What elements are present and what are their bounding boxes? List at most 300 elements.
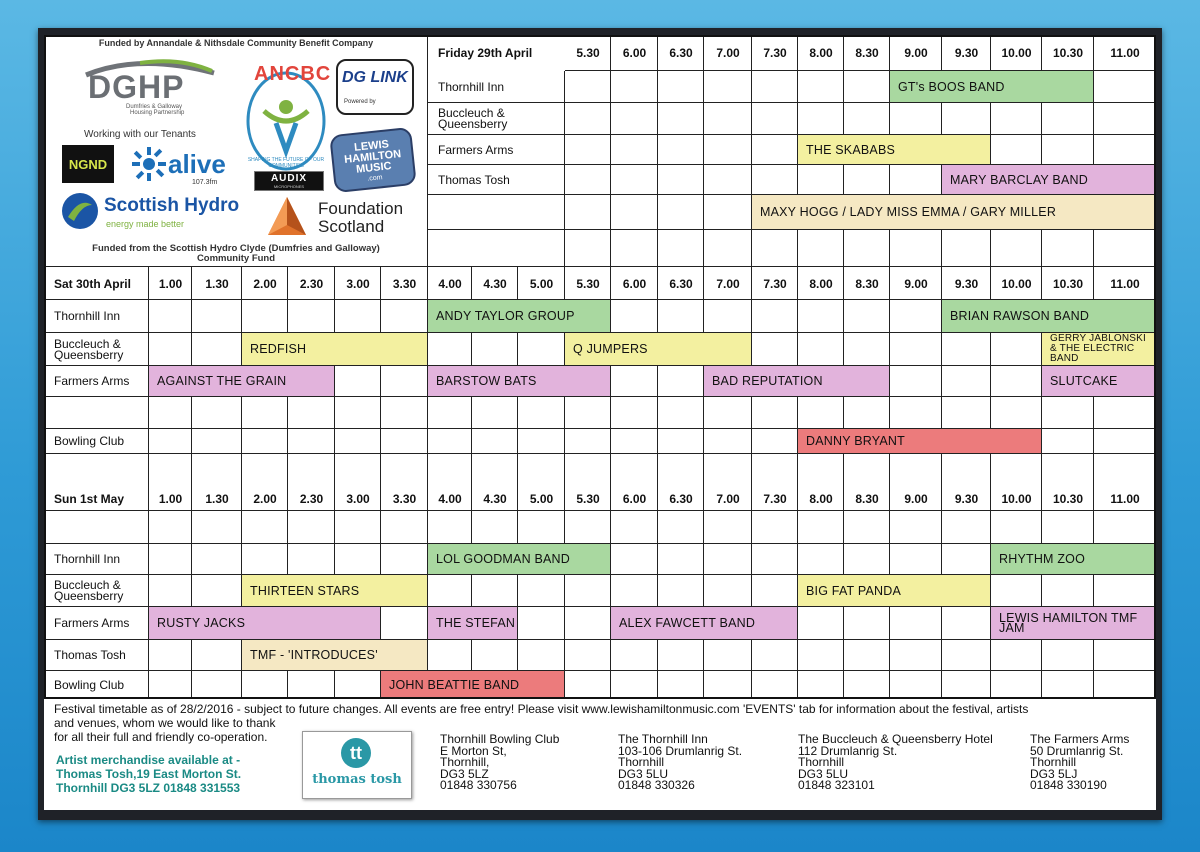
grid-cell [942, 366, 991, 397]
time-label: 7.30 [763, 276, 787, 291]
grid-cell [658, 103, 704, 135]
address-line: 50 Drumlanrig St. [1030, 743, 1124, 758]
band-slot[interactable]: REDFISH [242, 333, 428, 366]
venue-name: Thornhill Inn [438, 79, 505, 94]
dghp-sub2: Housing Partnership [130, 110, 185, 116]
band-slot[interactable]: SLUTCAKE [1042, 366, 1156, 397]
timetable-sheet [44, 35, 1156, 810]
grid-cell [752, 165, 798, 195]
grid-cell [611, 671, 658, 699]
grid-cell [1042, 397, 1094, 429]
time-label: 4.00 [438, 276, 462, 291]
time-label: 6.30 [669, 276, 693, 291]
grid-cell [428, 429, 472, 454]
time-label: 10.00 [1001, 46, 1032, 60]
grid-cell [611, 366, 658, 397]
grid-cell [890, 165, 942, 195]
grid-cell [335, 366, 381, 397]
time-label: 10.00 [1001, 276, 1032, 291]
band-slot[interactable]: MAXY HOGG / LADY MISS EMMA / GARY MILLER [752, 195, 1156, 230]
grid-cell [942, 333, 991, 366]
grid-cell [658, 575, 704, 607]
grid-cell [428, 333, 472, 366]
grid-cell [518, 333, 565, 366]
grid-cell [242, 300, 288, 333]
grid-cell [149, 575, 192, 607]
band-slot[interactable]: RHYTHM ZOO [991, 544, 1156, 575]
band-slot[interactable]: GERRY JABLONSKI & THE ELECTRIC BAND [1042, 333, 1156, 366]
grid-cell [942, 607, 991, 640]
grid-cell [704, 397, 752, 429]
grid-cell [611, 135, 658, 165]
address-line: DG3 5LJ [1030, 766, 1078, 781]
grid-cell [890, 230, 942, 267]
grid-cell [704, 165, 752, 195]
funded-by-bottom-2: Community Fund [196, 253, 276, 264]
grid-cell [752, 397, 798, 429]
time-label: 8.00 [809, 276, 833, 291]
grid-cell [472, 640, 518, 671]
notice-line-2: and venues, whom we would like to thank [54, 716, 276, 730]
time-label: 5.00 [529, 276, 554, 291]
grid-cell [472, 429, 518, 454]
grid-cell [518, 575, 565, 607]
grid-cell [381, 300, 428, 333]
time-label: 6.30 [669, 46, 693, 60]
ancbc-logo [244, 61, 332, 171]
band-slot[interactable]: BIG FAT PANDA [798, 575, 991, 607]
grid-cell [658, 429, 704, 454]
grid-cell [192, 300, 242, 333]
time-label: 2.00 [253, 276, 277, 291]
grid-cell [1042, 671, 1094, 699]
grid-cell [381, 366, 428, 397]
grid-cell [565, 429, 611, 454]
time-label: 5.30 [576, 276, 600, 291]
grid-cell [844, 165, 890, 195]
grid-cell [658, 71, 704, 103]
grid-cell [752, 333, 798, 366]
grid-cell [844, 397, 890, 429]
grid-cell [798, 333, 844, 366]
address-line: Thornhill [1030, 755, 1077, 769]
tt-name: thomas tosh [312, 772, 402, 787]
audix-sub: MICROPHONES [273, 184, 305, 189]
grid-cell [149, 671, 192, 699]
grid-cell [611, 300, 658, 333]
alive-logo [132, 147, 242, 187]
venue-cell [44, 397, 149, 429]
funded-by-top: Funded by Annandale & Nithsdale Community Benefit Company [98, 38, 374, 48]
footer [44, 699, 1156, 810]
foundation-pyramid-icon [266, 195, 308, 237]
grid-cell [942, 544, 991, 575]
time-label: 5.30 [576, 46, 600, 60]
notice-line-1: Festival timetable as of 28/2/2016 - subject to future changes. All events are free entry! Please visit www.lewishamiltonmusic.com 'EVENTS' tab for information about the festival, artists [54, 702, 1029, 716]
time-label: 7.00 [716, 492, 740, 506]
grid-cell [890, 300, 942, 333]
audix-logo [254, 171, 324, 191]
grid-cell [1094, 575, 1156, 607]
grid-cell [704, 195, 752, 230]
band-slot[interactable]: GT's BOOS BAND [890, 71, 1094, 103]
venue-name: Thornhill Inn [54, 309, 121, 323]
grid-cell [472, 333, 518, 366]
time-label: 3.30 [392, 492, 417, 506]
time-label: 11.00 [1110, 46, 1140, 60]
band-slot[interactable]: THE STEFAN [428, 607, 518, 640]
time-label: 1.00 [158, 276, 183, 291]
band-slot[interactable]: Q JUMPERS [565, 333, 752, 366]
grid-cell [242, 544, 288, 575]
venue-name: Bowling Club [54, 434, 125, 448]
grid-cell [658, 300, 704, 333]
grid-cell [658, 397, 704, 429]
band-slot[interactable]: TMF - 'INTRODUCES' [242, 640, 428, 671]
grid-cell [844, 544, 890, 575]
band-slot[interactable]: THIRTEEN STARS [242, 575, 428, 607]
grid-cell [381, 544, 428, 575]
time-label: 2.30 [299, 276, 324, 291]
address-line: 103-106 Drumlanrig St. [618, 743, 743, 758]
grid-cell [752, 640, 798, 671]
grid-cell [890, 333, 942, 366]
grid-cell [798, 671, 844, 699]
grid-cell [704, 575, 752, 607]
address-line: DG3 5LU [618, 766, 669, 781]
grid-cell [565, 607, 611, 640]
time-label: 6.30 [669, 492, 693, 506]
grid-cell [149, 544, 192, 575]
grid-cell [565, 195, 611, 230]
band-slot[interactable]: THE SKABABS [798, 135, 991, 165]
grid-cell [704, 300, 752, 333]
grid-cell [658, 165, 704, 195]
scottish-hydro-logo [60, 191, 246, 235]
grid-cell [1094, 71, 1156, 103]
time-label: 5.30 [576, 492, 600, 506]
grid-cell [798, 640, 844, 671]
venue-name: Farmers Arms [54, 616, 130, 630]
band-slot[interactable]: JOHN BEATTIE BAND [381, 671, 565, 699]
grid-cell [565, 575, 611, 607]
hydro-tag: energy made better [106, 219, 185, 229]
grid-cell [798, 165, 844, 195]
grid-cell [798, 71, 844, 103]
grid-cell [611, 544, 658, 575]
grid-cell [658, 230, 704, 267]
time-label: 10.30 [1052, 492, 1084, 506]
grid-cell [704, 103, 752, 135]
thomas-tosh-logo [302, 731, 412, 799]
venue-cell [428, 195, 565, 230]
time-label: 3.00 [346, 492, 370, 506]
grid-cell [942, 640, 991, 671]
grid-cell [611, 165, 658, 195]
lhm-sub: .com [367, 174, 383, 183]
grid-cell [149, 300, 192, 333]
band-slot[interactable]: MARY BARCLAY BAND [942, 165, 1156, 195]
dghp-logo [80, 55, 220, 115]
dglink-sub: Powered by [344, 99, 376, 105]
grid-cell [192, 333, 242, 366]
venue-name: Buccleuch & Queensberry [54, 578, 124, 603]
grid-cell [565, 397, 611, 429]
time-label: 8.00 [809, 46, 833, 60]
grid-cell [844, 607, 890, 640]
grid-cell [942, 397, 991, 429]
grid-cell [704, 135, 752, 165]
grid-cell [752, 671, 798, 699]
notice-line-3: for all their full and friendly co-operation. [54, 730, 268, 744]
alive-sun-icon [132, 147, 166, 181]
grid-cell [335, 544, 381, 575]
grid-cell [844, 671, 890, 699]
merch-line-3: Thornhill DG3 5LZ 01848 331553 [56, 781, 241, 795]
venue-cell [428, 230, 565, 267]
grid-cell [1042, 429, 1094, 454]
alive-name: alive [168, 149, 226, 179]
grid-cell [335, 429, 381, 454]
grid-cell [752, 300, 798, 333]
grid-cell [1094, 397, 1156, 429]
band-slot[interactable]: BAD REPUTATION [704, 366, 890, 397]
working-with-text: Working with our Tenants [84, 129, 196, 140]
grid-cell [611, 103, 658, 135]
grid-cell [798, 103, 844, 135]
grid-cell [890, 671, 942, 699]
grid-cell [752, 575, 798, 607]
band-slot[interactable]: LEWIS HAMILTON TMF JAM [991, 607, 1156, 640]
time-label: 2.30 [299, 492, 324, 506]
time-label: 9.00 [904, 46, 928, 60]
grid-cell [149, 397, 192, 429]
day-label: Sat 30th April [54, 276, 131, 291]
alive-freq: 107.3fm [192, 179, 218, 186]
time-label: 9.30 [954, 276, 979, 291]
grid-cell [844, 230, 890, 267]
grid-cell [288, 671, 335, 699]
band-slot[interactable]: ANDY TAYLOR GROUP [428, 300, 611, 333]
address-line: 01848 330326 [618, 778, 695, 792]
grid-cell [890, 607, 942, 640]
grid-cell [428, 575, 472, 607]
address-line: 01848 330190 [1030, 778, 1107, 792]
venue-name: Buccleuch & Queensberry [54, 336, 124, 362]
grid-cell [704, 544, 752, 575]
address-line: Thornhill, [440, 755, 490, 769]
band-slot[interactable]: BARSTOW BATS [428, 366, 611, 397]
grid-cell [658, 640, 704, 671]
venue-name: Farmers Arms [54, 374, 130, 388]
hydro-drop-icon [60, 191, 100, 231]
time-label: 9.30 [954, 492, 979, 506]
grid-cell [192, 640, 242, 671]
address-line: The Thornhill Inn [618, 732, 708, 746]
time-label: 7.00 [716, 276, 740, 291]
dghp-sub1: Dumfries & Galloway [126, 104, 183, 110]
grid-cell [991, 366, 1042, 397]
time-label: 8.00 [809, 492, 833, 506]
venue-name: Farmers Arms [438, 142, 514, 157]
time-label: 9.30 [954, 46, 979, 60]
grid-cell [288, 544, 335, 575]
grid-cell [565, 135, 611, 165]
grid-cell [658, 195, 704, 230]
grid-cell [798, 544, 844, 575]
grid-cell [611, 575, 658, 607]
funded-by-bottom-1: Funded from the Scottish Hydro Clyde (Dumfries and Galloway) [92, 243, 380, 254]
time-label: 9.00 [904, 276, 928, 291]
foundation-line2: Scotland [318, 217, 385, 236]
merch-line-2: Thomas Tosh,19 East Morton St. [56, 767, 242, 781]
grid-cell [798, 607, 844, 640]
grid-cell [192, 397, 242, 429]
band-slot[interactable]: ALEX FAWCETT BAND [611, 607, 798, 640]
grid-cell [752, 230, 798, 267]
grid-cell [565, 103, 611, 135]
time-label: 3.30 [392, 276, 417, 291]
grid-cell [518, 429, 565, 454]
ancbc-slogan: SHAPING THE FUTURE OF OUR COMMUNITIES [247, 157, 325, 169]
grid-cell [428, 640, 472, 671]
grid-cell [890, 103, 942, 135]
grid-cell [565, 165, 611, 195]
grid-cell [1042, 135, 1094, 165]
time-label: 11.00 [1110, 276, 1140, 291]
grid-cell [288, 300, 335, 333]
grid-cell [518, 607, 565, 640]
time-label: 3.00 [346, 276, 370, 291]
time-label: 6.00 [622, 492, 647, 506]
time-label: 11.00 [1110, 492, 1140, 506]
grid-cell [335, 397, 381, 429]
grid-cell [844, 640, 890, 671]
time-label: 7.30 [763, 46, 787, 60]
address-line: Thornhill [618, 755, 665, 769]
grid-cell [890, 640, 942, 671]
grid-cell [381, 397, 428, 429]
grid-cell [381, 429, 428, 454]
address-line: Thornhill [798, 755, 845, 769]
grid-cell [472, 397, 518, 429]
grid-cell [149, 333, 192, 366]
grid-cell [658, 671, 704, 699]
grid-cell [149, 640, 192, 671]
grid-cell [611, 230, 658, 267]
time-label: 10.00 [1001, 492, 1032, 506]
grid-cell [472, 575, 518, 607]
time-label: 8.30 [855, 46, 879, 60]
grid-cell [752, 71, 798, 103]
venue-name: Bowling Club [54, 677, 125, 692]
grid-cell [242, 429, 288, 454]
grid-cell [288, 429, 335, 454]
address-line: 01848 323101 [798, 778, 875, 792]
grid-cell [1094, 671, 1156, 699]
grid-cell [752, 429, 798, 454]
grid-cell [890, 544, 942, 575]
address-line: DG3 5LZ [440, 766, 489, 781]
grid-cell [565, 671, 611, 699]
time-label: 5.00 [529, 492, 554, 506]
grid-cell [288, 397, 335, 429]
grid-cell [752, 103, 798, 135]
band-slot[interactable]: LOL GOODMAN BAND [428, 544, 611, 575]
grid-cell [1042, 103, 1094, 135]
grid-cell [565, 71, 611, 103]
venue-name: Thomas Tosh [438, 172, 510, 187]
foundation-scotland-logo [266, 195, 416, 241]
grid-cell [1094, 429, 1156, 454]
grid-cell [704, 640, 752, 671]
grid-cell [611, 429, 658, 454]
audix-name: AUDIX [270, 173, 308, 184]
grid-cell [518, 640, 565, 671]
grid-cell [890, 397, 942, 429]
grid-cell [1094, 230, 1156, 267]
grid-cell [192, 575, 242, 607]
address-line: 01848 330756 [440, 778, 517, 792]
address-line: The Buccleuch & Queensberry Hotel [798, 732, 993, 746]
foundation-line1: Foundation [318, 199, 404, 218]
lhm-logo [329, 127, 417, 193]
grid-cell [798, 300, 844, 333]
grid-cell [428, 397, 472, 429]
band-slot[interactable]: DANNY BRYANT [798, 429, 1042, 454]
grid-cell [991, 135, 1042, 165]
grid-cell [192, 671, 242, 699]
grid-cell [704, 71, 752, 103]
address-line: E Morton St, [440, 743, 507, 758]
grid-cell [991, 671, 1042, 699]
ancbc-name: ANCBC [254, 63, 332, 85]
grid-cell [192, 429, 242, 454]
grid-cell [752, 135, 798, 165]
grid-cell [1094, 103, 1156, 135]
grid-cell [890, 366, 942, 397]
address-line: Thornhill Bowling Club [440, 732, 560, 746]
grid-cell [844, 103, 890, 135]
grid-cell [991, 397, 1042, 429]
time-label: 9.00 [904, 492, 928, 506]
grid-cell [844, 333, 890, 366]
grid-cell [611, 71, 658, 103]
time-label: 7.30 [763, 492, 787, 506]
grid-cell [844, 71, 890, 103]
grid-cell [942, 230, 991, 267]
grid-cell [565, 640, 611, 671]
grid-cell [798, 230, 844, 267]
grid-cell [704, 230, 752, 267]
venue-name: Thomas Tosh [54, 648, 126, 662]
address-line: 112 Drumlanrig St. [798, 743, 898, 758]
time-label: 6.00 [622, 46, 647, 60]
grid-cell [752, 544, 798, 575]
band-slot[interactable]: RUSTY JACKS [149, 607, 381, 640]
band-slot[interactable]: BRIAN RAWSON BAND [942, 300, 1156, 333]
ngnd-logo: NGND [62, 145, 114, 183]
lhm-name: LEWIS HAMILTON MUSIC [343, 138, 402, 176]
grid-cell [1042, 640, 1094, 671]
time-label: 4.30 [483, 492, 507, 506]
dglink-name: DG LINK [342, 69, 408, 86]
time-label: 10.30 [1052, 276, 1084, 291]
grid-cell [658, 366, 704, 397]
venue-name: Buccleuch & Queensberry [438, 106, 508, 131]
grid-cell [1042, 575, 1094, 607]
band-slot[interactable]: AGAINST THE GRAIN [149, 366, 335, 397]
